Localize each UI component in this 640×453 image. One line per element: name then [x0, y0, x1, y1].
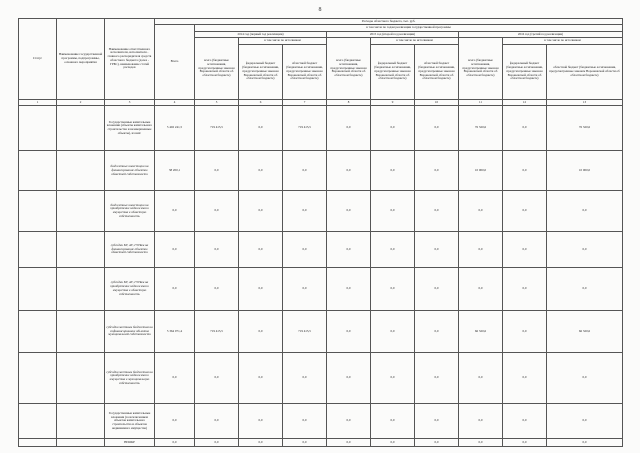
program-cell — [57, 404, 105, 439]
column-index-cell: 12 — [503, 99, 547, 105]
value-cell: 10 000,0 — [547, 150, 623, 190]
value-cell: 0,0 — [283, 353, 327, 404]
status-cell — [19, 404, 57, 439]
value-cell: 0,0 — [371, 268, 415, 311]
value-cell: 0,0 — [547, 268, 623, 311]
value-cell: 0,0 — [547, 353, 623, 404]
value-cell: 0,0 — [283, 268, 327, 311]
value-cell: 0,0 — [415, 268, 459, 311]
value-cell: 0,0 — [155, 268, 195, 311]
program-cell — [57, 106, 105, 151]
header-sub-years: в том числе по годам реализации государственной программы — [195, 25, 623, 31]
header-federal-2015: федеральный бюджет (бюджетные ассигнования, предусмотренные законом Воронежской области об областном бюджете) — [371, 44, 415, 99]
value-cell: 0,0 — [327, 404, 371, 439]
column-index-cell: 8 — [327, 99, 371, 105]
row-description: бюджетные инвестиции на приобретение недвижимого имущества в областную собственность — [105, 191, 155, 231]
value-cell: 0,0 — [459, 439, 503, 447]
column-index-cell: 5 — [195, 99, 239, 105]
status-cell — [19, 191, 57, 231]
value-cell: 719 415,5 — [283, 106, 327, 151]
header-total: Всего — [155, 25, 195, 99]
row-description: субсидии местным бюджетам на приобретение недвижимого имущества в муниципальную собственность — [105, 353, 155, 404]
value-cell: 0,0 — [415, 404, 459, 439]
value-cell: 0,0 — [283, 404, 327, 439]
value-cell: 5 364 071,4 — [155, 310, 195, 353]
row-description: субсидии БУ, АУ, ГУПам на финансирование объектов областной собственности — [105, 231, 155, 267]
value-cell: 0,0 — [503, 268, 547, 311]
page-number: 8 — [318, 7, 322, 13]
header-regional-2015: областной бюджет (бюджетные ассигнования, предусмотренные законом Воронежской области об областном бюджете) — [415, 44, 459, 99]
value-cell: 0,0 — [371, 150, 415, 190]
table-row — [19, 191, 623, 231]
column-index-cell: 6 — [239, 99, 283, 105]
status-cell — [19, 353, 57, 404]
value-cell: 0,0 — [371, 191, 415, 231]
column-index-cell: 3 — [105, 99, 155, 105]
column-index-cell: 10 — [415, 99, 459, 105]
status-cell — [19, 268, 57, 311]
value-cell: 719 415,5 — [195, 310, 239, 353]
status-cell — [19, 439, 57, 447]
value-cell: 0,0 — [239, 150, 283, 190]
row-description: субсидии местным бюджетам на софинансирование объектов муниципальной собственности — [105, 310, 155, 353]
value-cell: 76 320,6 — [547, 106, 623, 151]
table-row — [19, 268, 623, 311]
value-cell: 0,0 — [503, 404, 547, 439]
value-cell: 0,0 — [155, 353, 195, 404]
value-cell: 0,0 — [327, 191, 371, 231]
value-cell: 0,0 — [371, 353, 415, 404]
value-cell: 0,0 — [327, 353, 371, 404]
value-cell: 0,0 — [547, 439, 623, 447]
value-cell: 0,0 — [415, 310, 459, 353]
value-cell: 0,0 — [503, 106, 547, 151]
column-index-cell: 9 — [371, 99, 415, 105]
program-cell — [57, 439, 105, 447]
header-main: Расходы областного бюджета, тыс. руб. — [155, 19, 623, 25]
value-cell: 0,0 — [371, 439, 415, 447]
header-year-2014: 2014 год (первый год реализации) — [195, 31, 327, 37]
header-total-2015: всего (бюджетные ассигнования, предусмотренные законом Воронежской области об областном бюджете) — [327, 38, 371, 100]
value-cell: 0,0 — [371, 106, 415, 151]
value-cell: 0,0 — [239, 439, 283, 447]
row-description: Государственные капитальные вложения (объекты капитального строительства и незавершенные объекты), из них: — [105, 106, 155, 151]
header-regional-2016: областной бюджет (бюджетные ассигнования, предусмотренные законом Воронежской области об областном бюджете) — [547, 44, 623, 99]
table-row — [19, 106, 623, 151]
value-cell: 0,0 — [155, 231, 195, 267]
program-cell — [57, 191, 105, 231]
value-cell: 0,0 — [459, 191, 503, 231]
program-cell — [57, 268, 105, 311]
header-by-source-2015: в том числе по источникам — [371, 38, 459, 44]
value-cell: 0,0 — [547, 231, 623, 267]
value-cell: 0,0 — [239, 310, 283, 353]
value-cell: 0,0 — [371, 404, 415, 439]
value-cell: 0,0 — [327, 150, 371, 190]
value-cell: 66 320,6 — [547, 310, 623, 353]
status-cell — [19, 106, 57, 151]
value-cell: 0,0 — [195, 404, 239, 439]
header-executor: Наименование ответственного исполнителя, исполнителя - главного распорядителя средств областного бюджета (далее - ГРБС), наименование статей расходов — [105, 19, 155, 100]
header-federal-2016: федеральный бюджет (бюджетные ассигнования, предусмотренные законом Воронежской области об областном бюджете) — [503, 44, 547, 99]
value-cell: 0,0 — [283, 191, 327, 231]
row-description: бюджетные инвестиции на финансирование объектов областной собственности — [105, 150, 155, 190]
value-cell: 0,0 — [239, 191, 283, 231]
value-cell: 0,0 — [195, 150, 239, 190]
value-cell: 0,0 — [327, 310, 371, 353]
value-cell: 76 320,6 — [459, 106, 503, 151]
value-cell: 0,0 — [415, 231, 459, 267]
value-cell: 66 320,6 — [459, 310, 503, 353]
value-cell: 0,0 — [503, 310, 547, 353]
value-cell: 0,0 — [327, 439, 371, 447]
program-cell — [57, 150, 105, 190]
header-year-2015: 2015 год (второй год реализации) — [327, 31, 459, 37]
value-cell: 0,0 — [503, 231, 547, 267]
value-cell: 0,0 — [239, 353, 283, 404]
value-cell: 0,0 — [239, 106, 283, 151]
value-cell: 0,0 — [327, 268, 371, 311]
value-cell: 0,0 — [155, 404, 195, 439]
value-cell: 0,0 — [371, 310, 415, 353]
value-cell: 0,0 — [415, 106, 459, 151]
value-cell: 0,0 — [195, 268, 239, 311]
value-cell: 0,0 — [195, 439, 239, 447]
header-total-2016: всего (бюджетные ассигнования, предусмотренные законом Воронежской области об областном бюджете) — [459, 38, 503, 100]
value-cell: 5 402 241,5 — [155, 106, 195, 151]
table-row — [19, 231, 623, 267]
value-cell: 0,0 — [195, 353, 239, 404]
value-cell: 0,0 — [547, 191, 623, 231]
column-index-cell: 13 — [547, 99, 623, 105]
column-index-cell: 11 — [459, 99, 503, 105]
status-cell — [19, 150, 57, 190]
value-cell: 0,0 — [371, 231, 415, 267]
row-description: НИОКР — [105, 439, 155, 447]
value-cell: 0,0 — [239, 231, 283, 267]
value-cell: 0,0 — [195, 191, 239, 231]
column-index-cell: 7 — [283, 99, 327, 105]
value-cell: 0,0 — [327, 106, 371, 151]
status-cell — [19, 310, 57, 353]
value-cell: 0,0 — [239, 268, 283, 311]
value-cell: 0,0 — [547, 404, 623, 439]
value-cell: 10 000,0 — [459, 150, 503, 190]
table-row — [19, 150, 623, 190]
value-cell: 719 415,5 — [195, 106, 239, 151]
budget-table — [18, 18, 623, 447]
status-cell — [19, 231, 57, 267]
value-cell: 0,0 — [195, 231, 239, 267]
table-row — [19, 353, 623, 404]
header-year-2016: 2016 год (третий год реализации) — [459, 31, 623, 37]
value-cell: 0,0 — [327, 231, 371, 267]
table-row — [19, 439, 623, 447]
value-cell: 0,0 — [459, 268, 503, 311]
table-row — [19, 404, 623, 439]
value-cell: 0,0 — [155, 439, 195, 447]
value-cell: 0,0 — [239, 404, 283, 439]
value-cell: 38 200,1 — [155, 150, 195, 190]
header-total-2014: всего (бюджетные ассигнования, предусмотренные законом Воронежской области об областном бюджете) — [195, 38, 239, 100]
value-cell: 0,0 — [415, 191, 459, 231]
value-cell: 0,0 — [459, 231, 503, 267]
column-index-cell: 1 — [19, 99, 57, 105]
value-cell: 0,0 — [415, 150, 459, 190]
row-description: Государственные капитальные вложения (за исключением объектов капитального строительства и объектов недвижимого имущества) — [105, 404, 155, 439]
value-cell: 0,0 — [283, 150, 327, 190]
header-federal-2014: федеральный бюджет (бюджетные ассигнования, предусмотренные законом Воронежской области об областном бюджете) — [239, 44, 283, 99]
value-cell: 0,0 — [459, 353, 503, 404]
value-cell: 0,0 — [283, 439, 327, 447]
value-cell: 0,0 — [503, 150, 547, 190]
header-by-source-2014: в том числе по источникам — [239, 38, 327, 44]
column-index-cell: 2 — [57, 99, 105, 105]
value-cell: 0,0 — [503, 439, 547, 447]
program-cell — [57, 310, 105, 353]
header-program-name: Наименование государственной программы, подпрограммы, основного мероприятия — [57, 19, 105, 100]
value-cell: 0,0 — [415, 353, 459, 404]
header-by-source-2016: в том числе по источникам — [503, 38, 623, 44]
table-row — [19, 310, 623, 353]
program-cell — [57, 231, 105, 267]
column-index-cell: 4 — [155, 99, 195, 105]
value-cell: 0,0 — [283, 231, 327, 267]
value-cell: 0,0 — [459, 404, 503, 439]
value-cell: 0,0 — [415, 439, 459, 447]
header-status: Статус — [19, 19, 57, 100]
value-cell: 0,0 — [503, 191, 547, 231]
value-cell: 719 415,5 — [283, 310, 327, 353]
header-regional-2014: областной бюджет (бюджетные ассигнования, предусмотренные законом Воронежской области об областном бюджете) — [283, 44, 327, 99]
value-cell: 0,0 — [155, 191, 195, 231]
program-cell — [57, 353, 105, 404]
row-description: субсидии БУ, АУ, ГУПам на приобретение недвижимого имущества в областную собственность — [105, 268, 155, 311]
value-cell: 0,0 — [503, 353, 547, 404]
